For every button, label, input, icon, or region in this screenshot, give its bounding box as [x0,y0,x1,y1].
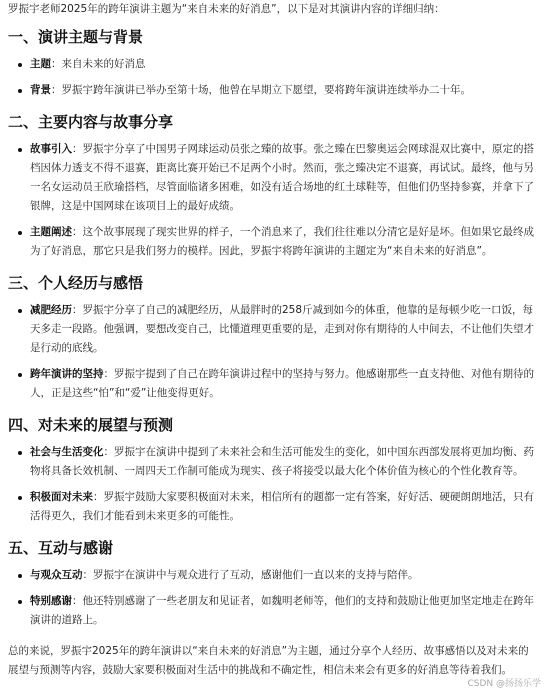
item-text: ：罗振宇提到了自己在跨年演讲过程中的坚持与努力。他感谢那些一直支持他、对他有期待的人，正是这些“怕”和“爱”让他变得更好。 [30,368,534,399]
watermark: CSDN @扬扬乐学 [467,679,541,689]
list-item [8,55,539,74]
list-item [8,443,539,481]
bullet-list [8,140,539,261]
bullet-dot-icon [18,231,22,235]
list-item [8,81,539,100]
section-heading: 五、互动与感谢 [8,539,114,557]
sections-container [8,27,539,630]
item-label: 社会与生活变化 [30,446,104,458]
section-heading: 一、演讲主题与背景 [8,28,144,46]
list-item [8,301,539,358]
list-item [8,365,539,403]
bullet-list [8,301,539,403]
item-text: ：罗振宇鼓励大家要积极面对未来，相信所有的题都一定有答案，好好活、硬硬朗朗地活，只有活得更久，我们才能看到未来更多的可能性。 [30,491,534,522]
section-heading: 三、个人经历与感悟 [8,274,144,292]
intro-paragraph: 罗振宇老师2025年的跨年演讲主题为“来自未来的好消息”，以下是对其演讲内容的详细归纳： [8,3,445,15]
bullet-dot-icon [18,89,22,93]
bullet-dot-icon [18,600,22,604]
item-label: 背景 [30,84,51,96]
bullet-dot-icon [18,63,22,67]
list-item [8,223,539,261]
item-label: 积极面对未来 [30,491,93,503]
item-label: 主题阐述 [30,226,72,238]
list-item [8,140,539,216]
item-text: ：罗振宇分享了自己的减肥经历，从最胖时的258斤减到如今的体重，他靠的是每顿少吃一口饭，每天多走一段路。他强调，要想改变自己，比懂道理更重要的是，走到对你有期待的人中间去，不让他们失望才是行动的底线。 [30,304,534,354]
bullet-dot-icon [18,373,22,377]
list-item [8,488,539,526]
item-label: 减肥经历 [30,304,72,316]
bullet-list [8,566,539,630]
bullet-dot-icon [18,309,22,313]
item-text: ：罗振宇分享了中国男子网球运动员张之臻的故事。张之臻在巴黎奥运会网球混双比赛中，原定的搭档因体力透支不得不退赛，距离比赛开始已不足两个小时。然而，张之臻决定不退赛，再试试。最终，他与另一名女运动员王欣瑜搭档，尽管面临诸多困难，如没有适合场地的红土球鞋等，但他们仍坚持参赛，并拿下了银牌，这是中国网球在该项目上的最好成绩。 [30,143,534,212]
bullet-dot-icon [18,451,22,455]
item-text: ：罗振宇在演讲中提到了未来社会和生活可能发生的变化，如中国东西部发展将更加均衡、药物将具备长效机制、一周四天工作制可能成为现实、孩子将接受以最大化个体价值为核心的个性化教育等。 [30,446,534,477]
bullet-dot-icon [18,496,22,500]
item-text: ：这个故事展现了现实世界的样子，一个消息来了，我们往往难以分清它是好是坏。但如果它最终成为了好消息，那它只是我们努力的模样。因此，罗振宇将跨年演讲的主题定为“来自未来的好消息”。 [30,226,534,257]
item-text: ：罗振宇跨年演讲已举办至第十场，他曾在早期立下愿望，要将跨年演讲连续举办二十年。 [51,84,471,96]
bullet-dot-icon [18,574,22,578]
item-label: 特别感谢 [30,595,72,607]
bullet-list [8,443,539,526]
item-text: ：来自未来的好消息 [51,58,146,70]
item-label: 跨年演讲的坚持 [30,368,104,380]
bullet-list [8,55,539,100]
item-label: 与观众互动 [30,569,83,581]
section-heading: 四、对未来的展望与预测 [8,416,174,434]
section-heading: 二、主要内容与故事分享 [8,113,174,131]
item-text: ：罗振宇在演讲中与观众进行了互动，感谢他们一直以来的支持与陪伴。 [82,569,419,581]
summary-paragraph: 总的来说，罗振宇2025年的跨年演讲以“来自未来的好消息”为主题，通过分享个人经历、故事感悟以及对未来的展望与预测等内容，鼓励大家要积极面对生活中的挑战和不确定性，相信未来会有更多的好消息等待着我们。 [8,645,529,676]
item-label: 主题 [30,58,51,70]
list-item [8,592,539,630]
bullet-dot-icon [18,148,22,152]
item-label: 故事引入 [30,143,72,155]
item-text: ：他还特别感谢了一些老朋友和见证者，如魏明老师等，他们的支持和鼓励让他更加坚定地走在跨年演讲的道路上。 [30,595,534,626]
list-item [8,566,539,585]
